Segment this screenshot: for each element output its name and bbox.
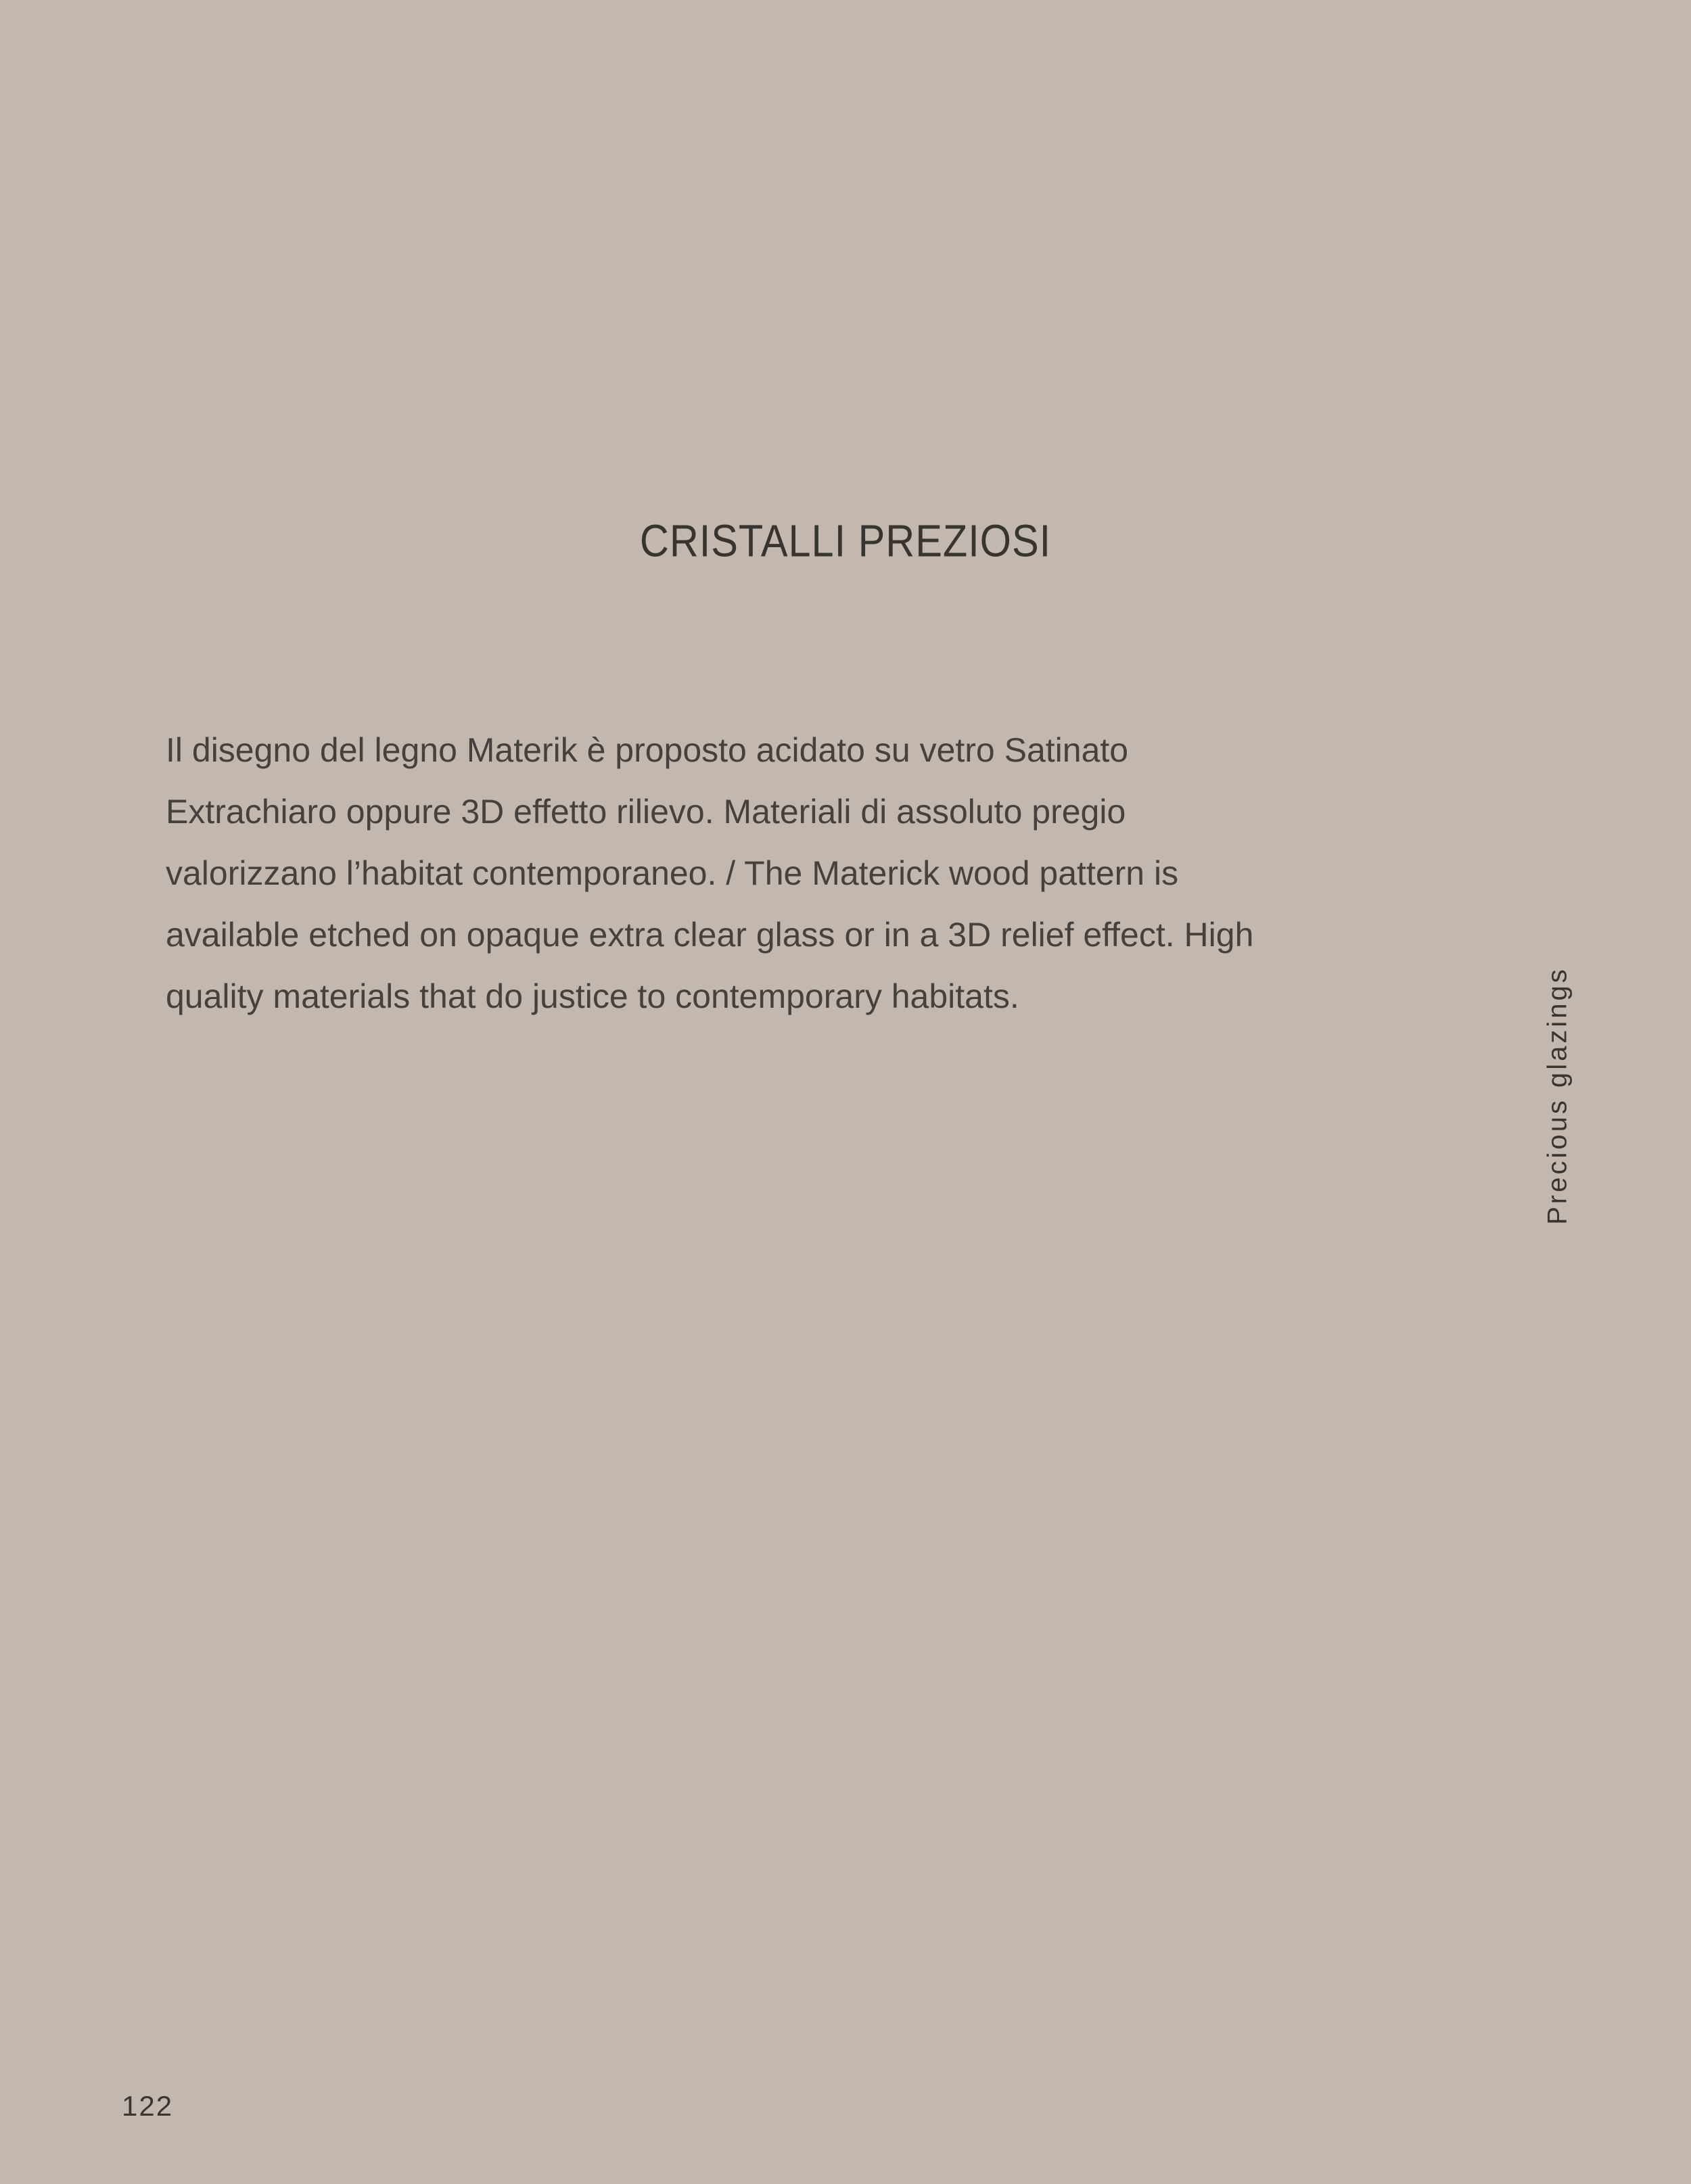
body-paragraph-line: valorizzano l’habitat contemporaneo. / The Materick wood pattern is [166, 854, 1179, 892]
body-paragraph-line: available etched on opaque extra clear glass or in a 3D relief effect. High [166, 916, 1254, 954]
side-label-text: Precious glazings [1542, 967, 1573, 1225]
body-paragraph-line: Il disegno del legno Materik è proposto acidato su vetro Satinato [166, 731, 1129, 769]
body-paragraph-line: quality materials that do justice to contemporary habitats. [166, 977, 1019, 1015]
page-number: 122 [122, 2090, 174, 2122]
body-paragraph-line: Extrachiaro oppure 3D effetto rilievo. Materiali di assoluto pregio [166, 793, 1126, 831]
page-title: CRISTALLI PREZIOSI [639, 516, 1052, 567]
body-paragraph [166, 720, 1539, 1027]
